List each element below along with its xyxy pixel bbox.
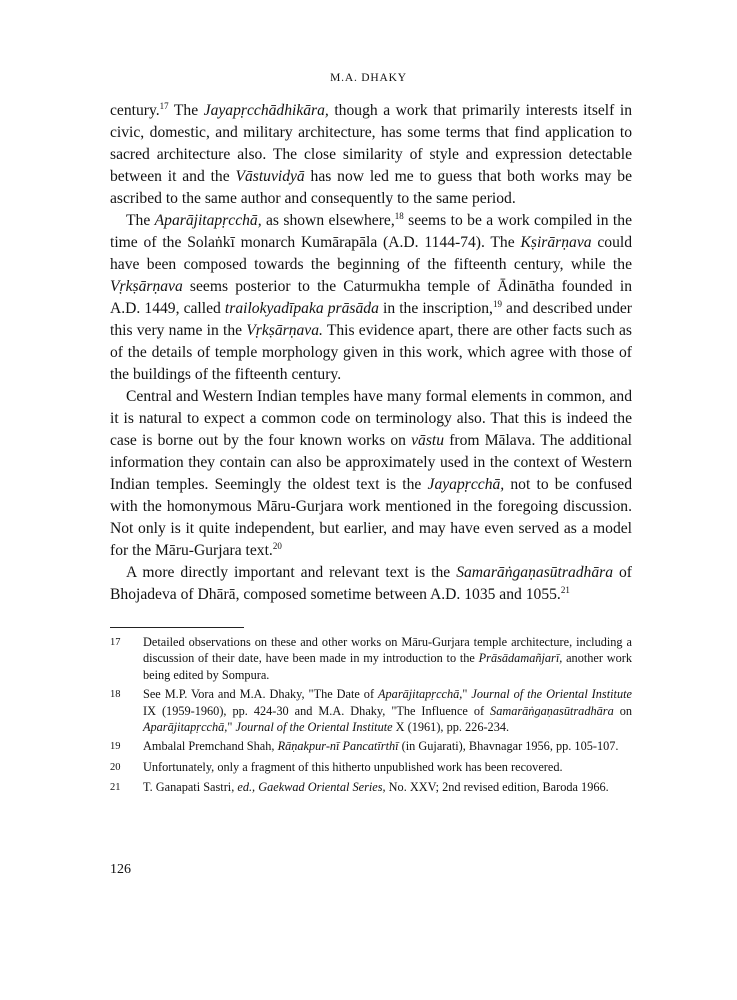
text-run: though a work that primarily interests itself in civic, domestic, and military architecture, has some terms that find application to sacred architecture also. The close similarity of style and expression detectable between it and the: [110, 102, 632, 185]
italic-text: Vṛkṣārṇava: [110, 278, 183, 295]
italic-text: ed., Gaekwad Oriental Series,: [237, 780, 386, 795]
italic-text: Samarāṅgaṇasūtradhāra: [490, 703, 614, 718]
footnote-number: 21: [110, 782, 121, 794]
italic-text: Jayapṛcchādhikāra,: [203, 102, 329, 119]
footnote-number: 18: [110, 689, 121, 701]
body-paragraph: [110, 386, 632, 562]
italic-text: vāstu: [411, 432, 445, 449]
body-paragraph: [110, 100, 632, 210]
italic-text: Aparājitapṛcchā,: [143, 720, 228, 735]
text-run: Ambalal Premchand Shah,: [143, 739, 278, 754]
page-number: 126: [110, 862, 131, 877]
footnote-reference: 21: [560, 584, 570, 595]
footnote-rule: [110, 627, 244, 628]
text-run: X (1961), pp. 226-234.: [392, 720, 510, 735]
text-run: as shown elsewhere,: [261, 212, 395, 229]
italic-text: Kṣirārṇava: [520, 234, 592, 251]
italic-text: Jayapṛcchā,: [427, 476, 505, 493]
text-run: ": [227, 720, 236, 735]
italic-text: Aparājitapṛcchā,: [154, 212, 262, 229]
body-text: [110, 100, 632, 606]
footnote-text: [143, 779, 632, 796]
text-run: This evidence apart, there are other facts such as of the details of temple morphology given in this work, which agree with those of the buildings of the fifteenth century.: [110, 322, 632, 383]
text-run: IX (1959-1960), pp. 424-30 and M.A. Dhaky, "The Influence of: [143, 703, 491, 718]
body-paragraph: [110, 210, 632, 386]
text-run: The: [126, 212, 155, 229]
text-run: Detailed observations on these and other works on Māru-Gurjara temple architecture, including a discussion of their date, have been made in my introduction to the: [143, 635, 632, 666]
italic-text: Samarāṅgaṇasūtradhāra: [456, 564, 614, 581]
text-run: and described under this very name in the: [110, 300, 633, 339]
footnote-text: [143, 759, 632, 776]
italic-text: Vāstuvidyā: [235, 168, 305, 185]
footnote-number: 19: [110, 741, 121, 753]
text-run: not to be confused with the homonymous Māru-Gurjara work mentioned in the foregoing discussion. Not only is it quite independent, but earlier, and may have even served as a model for the Māru-Gurjara text.: [110, 476, 632, 559]
text-run: on: [613, 703, 632, 718]
text-run: seems to be a work compiled in the time of the Solaṅkī monarch Kumārapāla (A.D. 1144-74). The: [110, 212, 632, 251]
footnote-reference: 19: [492, 298, 502, 309]
italic-text: Rāṇakpur-nī Pancatīrthī: [277, 739, 399, 754]
footnote-reference: 17: [159, 100, 169, 111]
italic-text: Vṛkṣārṇava.: [246, 322, 323, 339]
text-run: T. Ganapati Sastri,: [143, 780, 238, 795]
footnote-reference: 20: [272, 540, 282, 551]
italic-text: Aparājitapṛcchā,: [378, 687, 463, 702]
text-run: of Bhojadeva of Dhārā, composed sometime between A.D. 1035 and 1055.: [110, 564, 632, 603]
text-run: No. XXV; 2nd revised edition, Baroda 1966.: [385, 780, 609, 795]
running-head: M.A. DHAKY: [330, 72, 407, 84]
text-run: from Mālava. The additional information they contain can also be approximately used in the context of Western Indian temples. Seemingly the oldest text is the: [110, 432, 633, 493]
text-run: another work being edited by Sompura.: [143, 651, 632, 682]
text-run: A more directly important and relevant text is the: [126, 564, 457, 581]
footnote-text: [143, 686, 632, 735]
text-run: (in Gujarati), Bhavnagar 1956, pp. 105-107.: [398, 739, 619, 754]
footnote-text: [143, 738, 632, 755]
text-run: seems posterior to the Caturmukha temple of Ādinātha founded in A.D. 1449, called: [110, 278, 632, 317]
text-run: Unfortunately, only a fragment of this hitherto unpublished work has been recovered.: [143, 759, 563, 774]
italic-text: Prāsādamañjarī,: [478, 651, 563, 666]
footnotes: [110, 634, 632, 800]
italic-text: Journal of the Oriental Institute: [235, 720, 393, 735]
text-run: See M.P. Vora and M.A. Dhaky, "The Date of: [143, 687, 379, 702]
italic-text: Journal of the Oriental Institute: [471, 687, 632, 702]
body-paragraph: [110, 562, 632, 606]
footnote: [110, 634, 632, 683]
footnote-number: 17: [110, 637, 121, 648]
text-run: century.: [110, 102, 160, 119]
text-run: The: [168, 102, 204, 119]
text-run: Central and Western Indian temples have many formal elements in common, and it is natural to expect a common code on terminology also. That this is indeed the case is borne out by the four known works on: [110, 388, 632, 449]
footnote: [110, 686, 632, 735]
italic-text: trailokyadīpaka prāsāda: [224, 300, 379, 317]
footnote-text: [143, 634, 632, 683]
text-run: has now led me to guess that both works may be ascribed to the same author and consequently to the same period.: [110, 168, 632, 207]
text-run: could have been composed towards the beginning of the fifteenth century, while the: [110, 234, 633, 273]
text-run: ": [462, 687, 472, 702]
footnote-reference: 18: [394, 210, 404, 221]
footnote: [110, 759, 632, 776]
footnote: [110, 738, 632, 755]
text-run: in the inscription,: [378, 300, 493, 317]
footnote: [110, 779, 632, 796]
footnote-number: 20: [110, 761, 121, 773]
